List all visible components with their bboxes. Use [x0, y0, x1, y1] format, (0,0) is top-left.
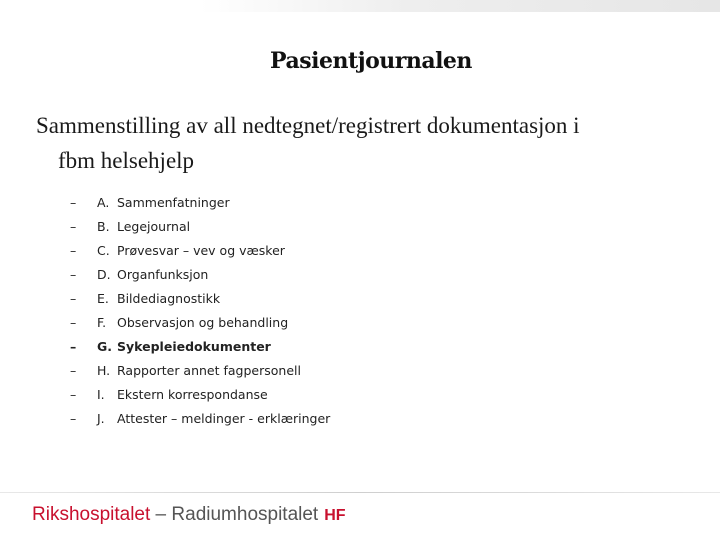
list-item	[70, 263, 330, 287]
item-text: Sammenfatninger	[117, 195, 230, 210]
list-item	[70, 311, 330, 335]
bullet-dash: –	[70, 219, 77, 234]
intro-line-1: Sammenstilling av all nedtegnet/registrert dokumentasjon i	[36, 113, 580, 138]
list-item	[70, 287, 330, 311]
list-item-highlighted	[70, 335, 330, 359]
list-item	[70, 407, 330, 431]
item-letter: B.	[97, 219, 110, 234]
item-text: Organfunksjon	[117, 267, 209, 282]
item-letter: F.	[97, 315, 107, 330]
intro-line-2: fbm helsehjelp	[58, 148, 195, 173]
bullet-dash: –	[70, 291, 77, 306]
list-item	[70, 215, 330, 239]
bullet-dash: –	[70, 363, 77, 378]
bullet-dash: –	[70, 387, 77, 402]
item-letter: C.	[97, 243, 110, 258]
bullet-dash: –	[70, 243, 77, 258]
list-item	[70, 359, 330, 383]
item-text: Attester – meldinger - erklæringer	[117, 411, 331, 426]
footer-radiumhospitalet: Radiumhospitalet	[171, 504, 319, 525]
bullet-dash: –	[70, 315, 77, 330]
footer-rikshospitalet: Rikshospitalet	[32, 504, 151, 525]
item-letter: H.	[97, 363, 111, 378]
footer-hf: HF	[324, 507, 346, 524]
bullet-dash: –	[70, 339, 77, 354]
bullet-dash: –	[70, 411, 77, 426]
item-text: Legejournal	[117, 219, 191, 234]
item-text: Ekstern korrespondanse	[117, 387, 268, 402]
item-text: Rapporter annet fagpersonell	[117, 363, 301, 378]
item-text: Sykepleiedokumenter	[117, 339, 271, 354]
list-item	[70, 191, 330, 215]
item-letter: E.	[97, 291, 109, 306]
item-letter: J.	[97, 411, 105, 426]
item-letter: G.	[97, 339, 113, 354]
list-item	[70, 383, 330, 407]
list-item	[70, 239, 330, 263]
footer-divider	[0, 492, 720, 493]
item-text: Observasjon og behandling	[117, 315, 289, 330]
footer-logo	[32, 500, 346, 530]
item-text: Prøvesvar – vev og væsker	[117, 243, 285, 258]
item-letter: I.	[97, 387, 105, 402]
bullet-dash: –	[70, 267, 77, 282]
footer-separator: –	[150, 504, 172, 525]
item-letter: D.	[97, 267, 111, 282]
item-letter: A.	[97, 195, 110, 210]
top-decoration-bar	[200, 0, 720, 12]
intro-paragraph	[36, 108, 696, 178]
item-text: Bildediagnostikk	[117, 291, 221, 306]
slide-title: Pasientjournalen	[270, 48, 472, 74]
document-category-list	[70, 191, 330, 431]
bullet-dash: –	[70, 195, 77, 210]
